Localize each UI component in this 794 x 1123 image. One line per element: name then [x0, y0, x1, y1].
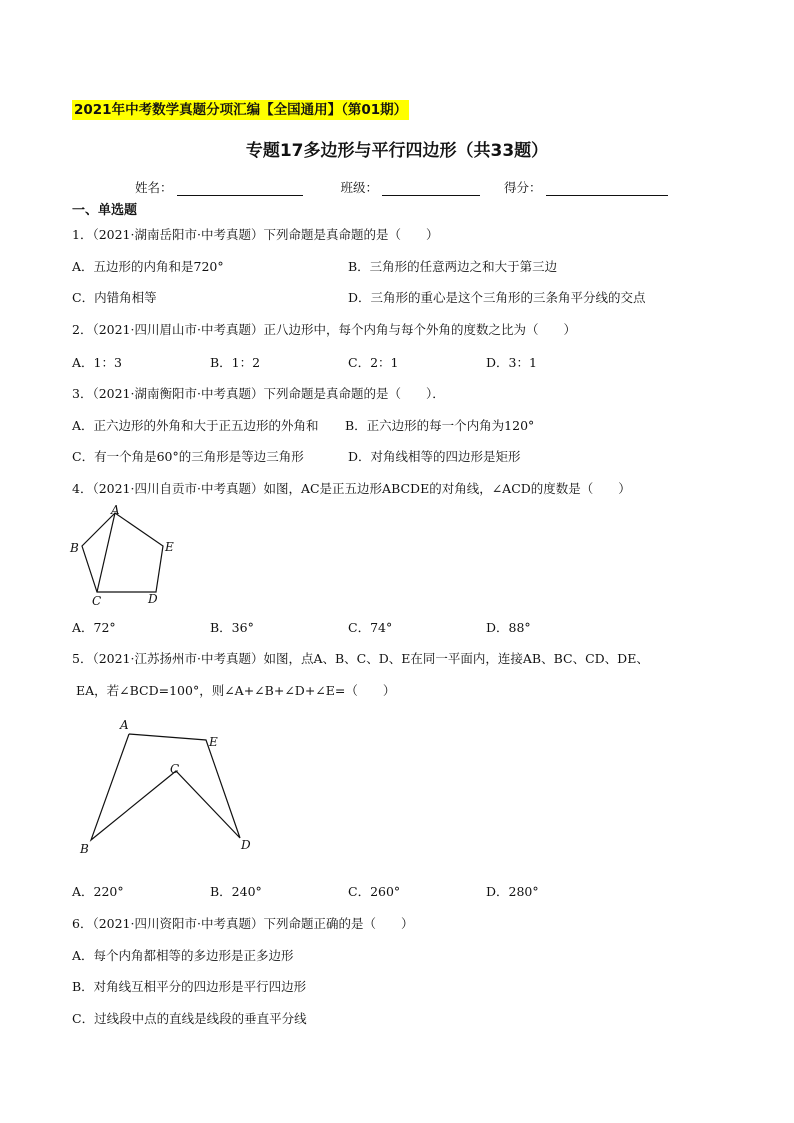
section-title: 一、单选题	[72, 203, 138, 218]
fig5-label-a: A	[120, 718, 129, 732]
diagonal-ac	[97, 513, 115, 592]
question-6-stem: 6．（2021·四川资阳市·中考真题）下列命题正确的是（ ）	[72, 916, 414, 931]
question-1-stem: 1．（2021·湖南岳阳市·中考真题）下列命题是真命题的是（ ）	[72, 227, 439, 242]
fig4-label-d: D	[148, 592, 158, 606]
fig5-label-c: C	[170, 762, 180, 776]
fig5-label-b: B	[80, 842, 89, 856]
q1-option-d[interactable]: D．三角形的重心是这个三角形的三条角平分线的交点	[348, 290, 646, 305]
q5-option-a[interactable]: A．220°	[72, 884, 124, 899]
question-4-stem: 4．（2021·四川自贡市·中考真题）如图，AC是正五边形ABCDE的对角线，∠ACD的度数是（ ）	[72, 481, 631, 496]
q2-option-d[interactable]: D．3：1	[486, 355, 537, 370]
q2-option-b[interactable]: B．1：2	[210, 355, 261, 370]
q4-option-b[interactable]: B．36°	[210, 620, 254, 635]
q6-option-c[interactable]: C．过线段中点的直线是线段的垂直平分线	[72, 1011, 307, 1026]
question-5-stem-line2: EA，若∠BCD=100°，则∠A+∠B+∠D+∠E=（ ）	[76, 683, 396, 698]
q3-option-a[interactable]: A．正六边形的外角和大于正五边形的外角和	[72, 418, 319, 433]
fig4-label-c: C	[92, 594, 102, 608]
name-label: 姓名：	[135, 180, 173, 195]
q2-option-c[interactable]: C．2：1	[348, 355, 399, 370]
fig5-label-e: E	[209, 735, 218, 749]
question-2-stem: 2．（2021·四川眉山市·中考真题）正八边形中，每个内角与每个外角的度数之比为（ ）	[72, 322, 576, 337]
page-title: 专题17多边形与平行四边形（共33题）	[245, 141, 549, 161]
student-info-row	[135, 178, 668, 196]
q2-option-a[interactable]: A．1：3	[72, 355, 122, 370]
score-field[interactable]	[546, 182, 668, 196]
fig4-label-b: B	[70, 541, 79, 555]
q1-option-b[interactable]: B．三角形的任意两边之和大于第三边	[348, 259, 558, 274]
q1-option-a[interactable]: A．五边形的内角和是720°	[72, 259, 224, 274]
concave-pentagon-figure	[66, 712, 266, 862]
class-field[interactable]	[382, 182, 480, 196]
q4-option-d[interactable]: D．88°	[486, 620, 531, 635]
pentagon-figure	[66, 500, 196, 610]
pentagon-abcde	[82, 513, 163, 592]
q5-option-d[interactable]: D．280°	[486, 884, 539, 899]
q3-option-b[interactable]: B．正六边形的每一个内角为120°	[345, 418, 535, 433]
q6-option-a[interactable]: A．每个内角都相等的多边形是正多边形	[72, 948, 294, 963]
fig4-label-e: E	[165, 540, 174, 554]
q4-option-a[interactable]: A．72°	[72, 620, 116, 635]
q1-option-c[interactable]: C．内错角相等	[72, 290, 157, 305]
question-5-stem: 5．（2021·江苏扬州市·中考真题）如图，点A、B、C、D、E在同一平面内，连接AB、BC、CD、DE、	[72, 651, 649, 666]
q5-option-b[interactable]: B．240°	[210, 884, 262, 899]
question-3-stem: 3．（2021·湖南衡阳市·中考真题）下列命题是真命题的是（ ）．	[72, 386, 445, 401]
fig5-label-d: D	[241, 838, 251, 852]
q5-option-c[interactable]: C．260°	[348, 884, 401, 899]
score-label: 得分：	[504, 180, 542, 195]
name-field[interactable]	[177, 182, 303, 196]
q3-option-d[interactable]: D．对角线相等的四边形是矩形	[348, 449, 521, 464]
polygon-abcde	[91, 734, 240, 840]
q6-option-b[interactable]: B．对角线互相平分的四边形是平行四边形	[72, 979, 307, 994]
q3-option-c[interactable]: C．有一个角是60°的三角形是等边三角形	[72, 449, 304, 464]
series-label: 2021年中考数学真题分项汇编【全国通用】（第01期）	[74, 102, 408, 118]
class-label: 班级：	[340, 180, 379, 195]
fig4-label-a: A	[111, 503, 120, 517]
q4-option-c[interactable]: C．74°	[348, 620, 393, 635]
